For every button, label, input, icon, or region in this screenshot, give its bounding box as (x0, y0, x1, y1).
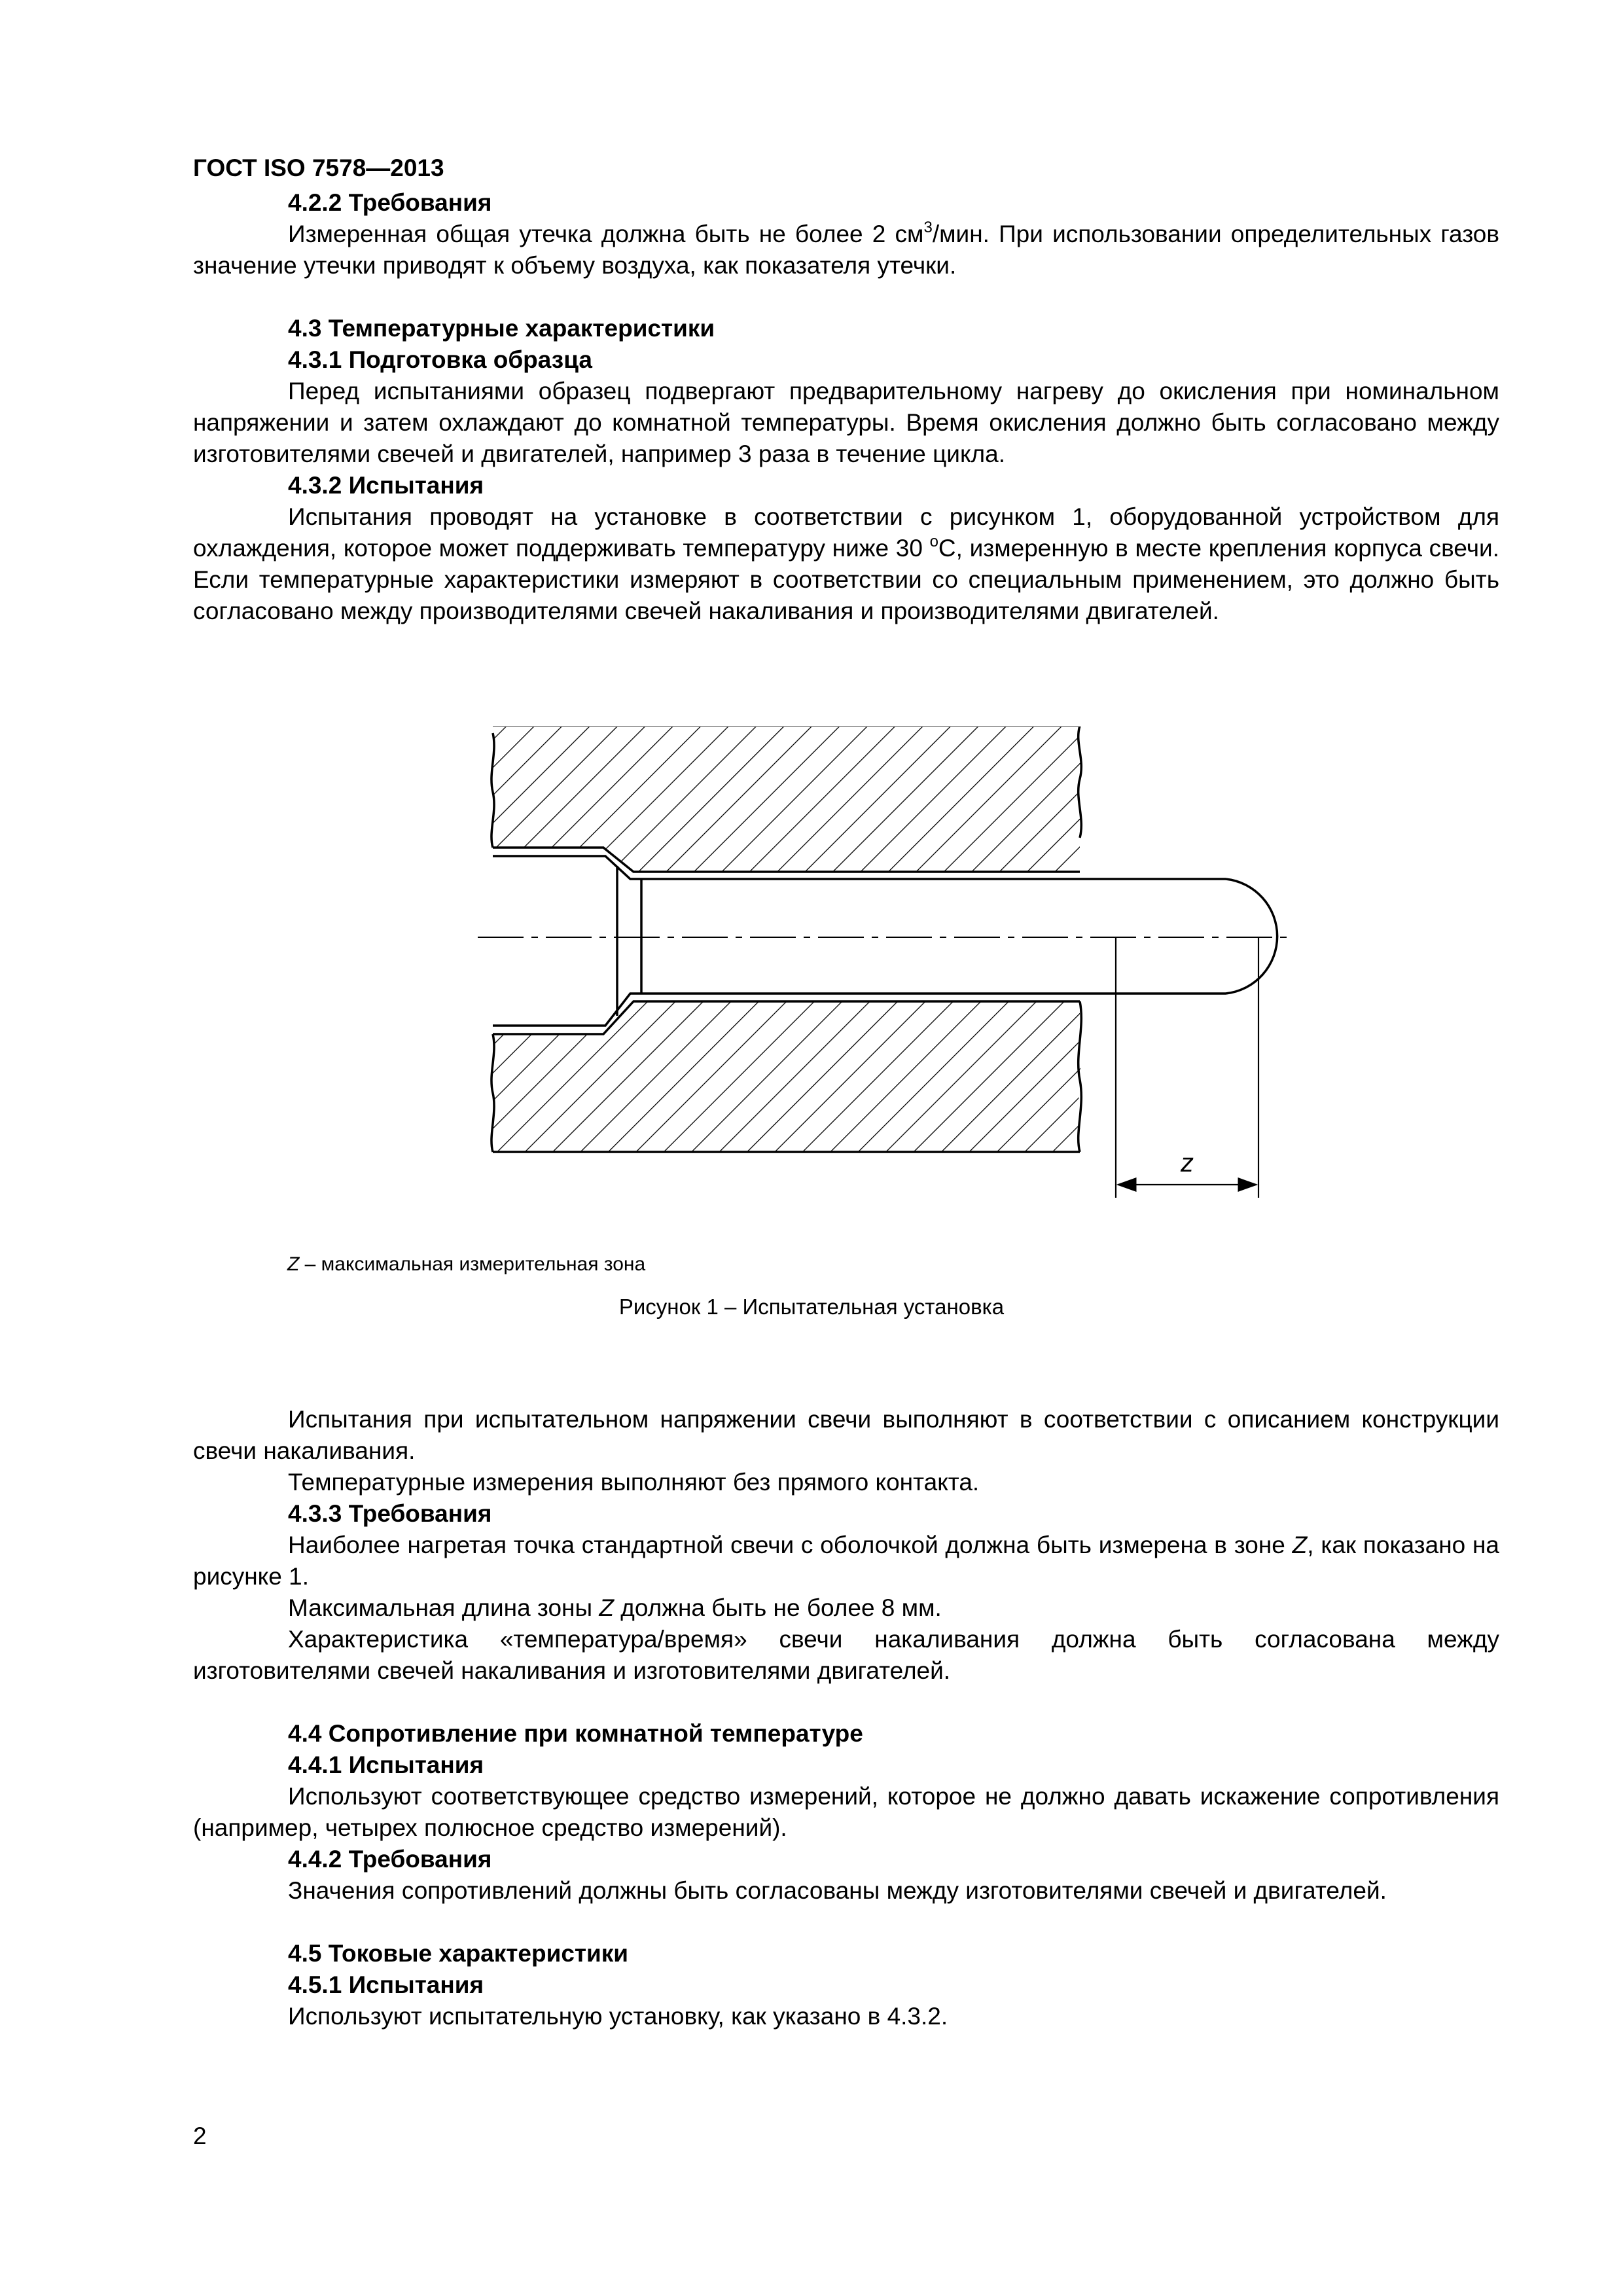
paragraph-4-4-2: Значения сопротивлений должны быть согласованы между изготовителями свечей и двигателей. (288, 1877, 1387, 1904)
figure-key: Z – максимальная измерительная зона (287, 1253, 646, 1275)
test-setup-figure (478, 726, 1289, 1224)
paragraph-4-3-1: Перед испытаниями образец подвергают предварительному нагреву до окисления при номинальном напряжении и затем охлаждают до комнатной температуры. Время окисления должно быть согласовано между изготовителями свечей и двигателей, например 3 раза в течение цикла. (193, 378, 1499, 467)
heading-4-4-2: 4.4.2 Требования (288, 1846, 492, 1873)
document-header: ГОСТ ISO 7578—2013 (193, 154, 444, 181)
paragraph-4-3-3-b: Максимальная длина зоны Z должна быть не более 8 мм. (288, 1594, 942, 1621)
heading-4-3-2: 4.3.2 Испытания (288, 472, 484, 499)
text-block-top (193, 187, 1499, 627)
heading-4-2-2: 4.2.2 Требования (288, 189, 492, 216)
lower-housing-section (491, 1001, 1081, 1152)
heading-4-4: 4.4 Сопротивление при комнатной температуре (288, 1720, 863, 1747)
paragraph-test-voltage: Испытания при испытательном напряжении свечи выполняют в соответствии с описанием конструкции свечи накаливания. (193, 1406, 1499, 1464)
paragraph-4-5-1: Используют испытательную установку, как указано в 4.3.2. (288, 2003, 948, 2030)
paragraph-4-2-2: Измеренная общая утечка должна быть не более 2 $см^3$/мин. При использовании определительных газов значение утечки приводят к объему воздуха, как показателя утечки. (193, 218, 1499, 279)
page-number: 2 (193, 2123, 207, 2149)
heading-4-4-1: 4.4.1 Испытания (288, 1751, 484, 1778)
figure-caption: Рисунок 1 – Испытательная установка (618, 1295, 1005, 1319)
glow-plug-tip (1080, 879, 1277, 994)
heading-4-3: 4.3 Температурные характеристики (288, 315, 715, 342)
heading-4-5: 4.5 Токовые характеристики (288, 1940, 629, 1967)
paragraph-4-4-1: Используют соответствующее средство измерений, которое не должно давать искажение сопротивления (например, четырех полюсное средство измерений). (193, 1783, 1499, 1841)
upper-housing-section (491, 726, 1081, 872)
paragraph-4-3-3-a: Наиболее нагретая точка стандартной свечи с оболочкой должна быть измерена в зоне Z, как показано на рисунке 1. (193, 1532, 1499, 1590)
text-block-bottom (193, 1404, 1499, 2032)
paragraph-no-contact: Температурные измерения выполняют без прямого контакта. (288, 1469, 980, 1496)
heading-4-3-1: 4.3.1 Подготовка образца (288, 346, 592, 373)
heading-4-3-3: 4.3.3 Требования (288, 1500, 492, 1527)
paragraph-4-3-3-c: Характеристика «температура/время» свечи накаливания должна быть согласована между изготовителями свечей накаливания и изготовителями двигателей. (193, 1626, 1499, 1684)
paragraph-4-3-2: Испытания проводят на установке в соответствии с рисунком 1, оборудованной устройством для охлаждения, которое может поддерживать температуру ниже 30 $^o$С, измеренную в месте крепления корпуса свечи. Если температурные характеристики измеряют в соответствии со специальным применением, это должно быть согласовано между производителями свечей накаливания и производителями двигателей. (193, 503, 1499, 624)
dimension-z-label: z (1181, 1149, 1194, 1177)
heading-4-5-1: 4.5.1 Испытания (288, 1971, 484, 1998)
